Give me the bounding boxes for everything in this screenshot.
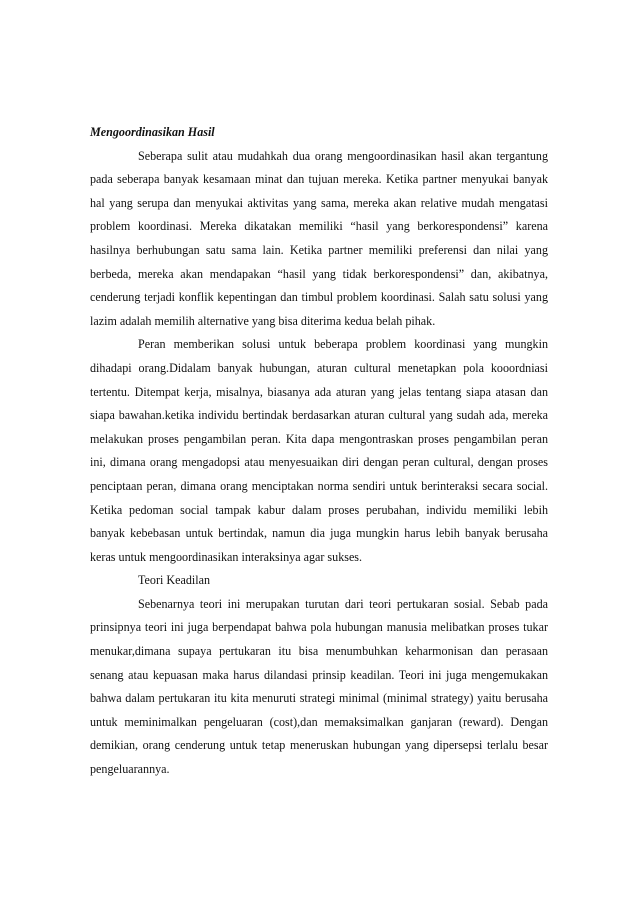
paragraph-justice-theory: Sebenarnya teori ini merupakan turutan dari teori pertukaran sosial. Sebab pada prinsipnya teori ini juga berpendapat bahwa pola hubungan manusia melibatkan proses tukar menukar,dimana supaya pertukaran itu bisa menumbuhkan keharmonisan dan perasaan senang atau kepuasan maka harus dilandasi prinsip keadilan. Teori ini juga mengemukakan bahwa dalam pertukaran itu kita menuruti strategi minimal (minimal strategy) yaitu berusaha untuk meminimalkan pengeluaran (cost),dan memaksimalkan ganjaran (reward). Dengan demikian, orang cenderung untuk tetap meneruskan hubungan yang dipersepsi terlalu besar pengeluarannya. [90,596,548,777]
subsection-heading: Teori Keadilan [138,573,211,588]
document-body [90,121,548,782]
paragraph-roles: Peran memberikan solusi untuk beberapa problem koordinasi yang mungkin dihadapi orang.Didalam banyak hubungan, aturan cultural menetapkan pola kooordniasi tertentu. Ditempat kerja, misalnya, biasanya ada aturan yang jelas tentang siapa atasan dan siapa bawahan.ketika individu bertindak berdasarkan aturan cultural yang sudah ada, mereka melakukan proses pengambilan peran. Kita dapa mengontraskan proses pengambilan peran ini, dimana orang mengadopsi atau menyesuaikan diri dengan peran cultural, dengan proses penciptaan peran, dimana orang menciptakan norma sendiri untuk berinteraksi secara social. Ketika pedoman social tampak kabur dalam proses perubahan, individu memiliki lebih banyak kebebasan untuk bertindak, namun dia juga mungkin harus lebih banyak berusaha keras untuk mengoordinasikan interaksinya agar sukses. [90,337,548,564]
section-heading: Mengoordinasikan Hasil [90,125,215,139]
paragraph-coordination: Seberapa sulit atau mudahkah dua orang mengoordinasikan hasil akan tergantung pada seberapa banyak kesamaan minat dan tujuan mereka. Ketika partner menyukai banyak hal yang serupa dan menyukai aktivitas yang sama, mereka akan relative mudah mengatasi problem koordinasi. Mereka dikatakan memiliki “hasil yang berkorespondensi” karena hasilnya berhubungan satu sama lain. Ketika partner memiliki preferensi dan nilai yang berbeda, mereka akan mendapakan “hasil yang tidak berkorespondensi” dan, akibatnya, cenderung terjadi konflik kepentingan dan timbul problem koordinasi. Salah satu solusi yang lazim adalah memilih alternative yang bisa diterima kedua belah pihak. [90,148,548,328]
